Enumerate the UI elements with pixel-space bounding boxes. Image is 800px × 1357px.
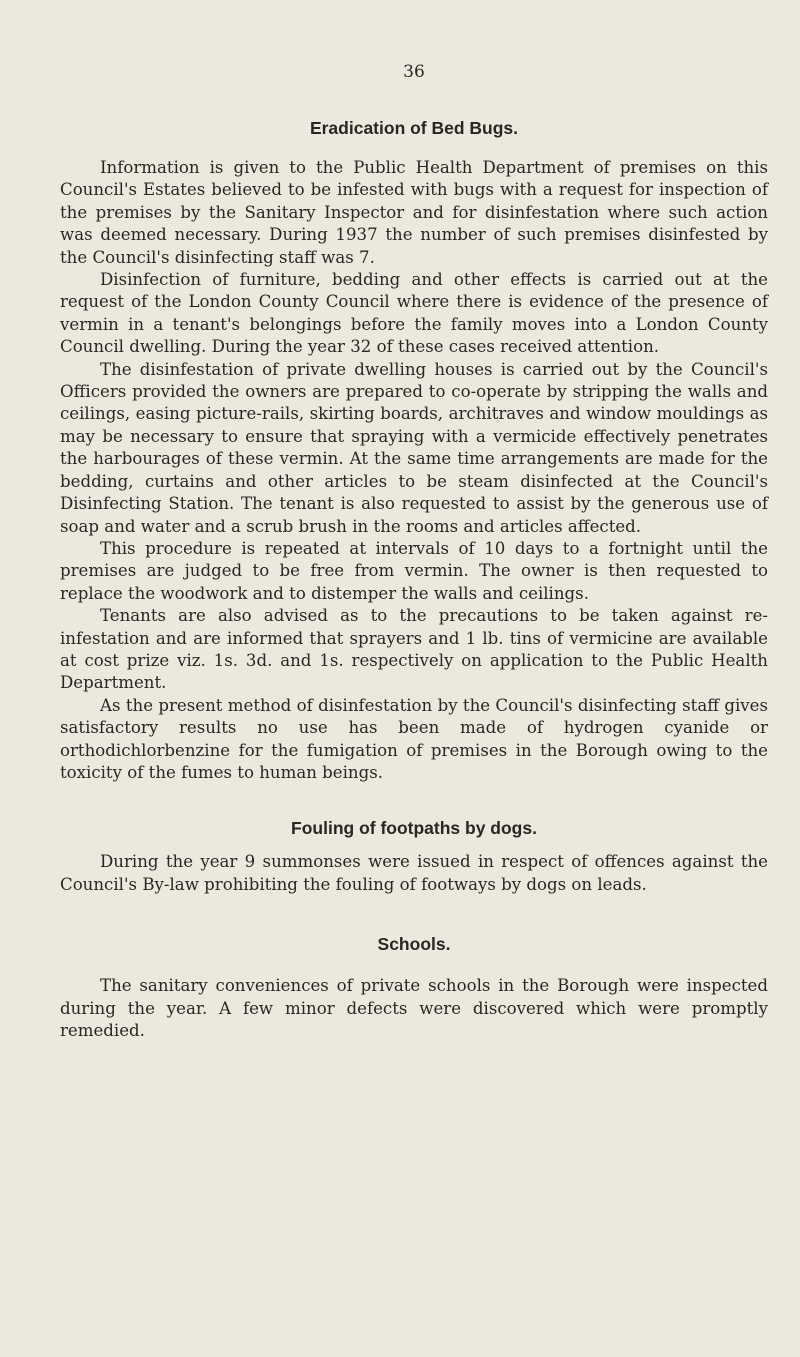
paragraph: Information is given to the Public Health Department of premises on this Council's Estates believed to be infested with bugs with a request for inspection of the premises by the Sanitary Inspector and for disinfestation where such action was deemed necessary. During 1937 the number of such premises disinfested by the Council's disinfecting staff was 7. <box>60 158 768 267</box>
section-heading: Schools. <box>377 934 451 955</box>
paragraph: As the present method of disinfestation by the Council's disinfecting staff gives satisfactory results no use has been made of hydrogen cyanide or orthodichlorbenzine for the fumigation of premises in the Borough owing to the toxicity of the fumes to human beings. <box>60 695 768 782</box>
section-heading: Eradication of Bed Bugs. <box>309 118 519 138</box>
paragraph: Disinfection of furniture, bedding and other effects is carried out at the request of the London County Council where there is evidence of the presence of vermin in a tenant's belongings before the family moves into a London County Council dwelling. During the year 32 of these cases received attention. <box>60 270 768 357</box>
paragraph: During the year 9 summonses were issued in respect of offences against the Council's By-law prohibiting the fouling of footways by dogs on leads. <box>60 852 768 894</box>
section-schools <box>60 934 768 1042</box>
section-fouling-footpaths <box>60 818 768 896</box>
section-bed-bugs <box>60 118 768 784</box>
section-spacer <box>60 784 768 818</box>
paragraph: This procedure is repeated at intervals of 10 days to a fortnight until the premises are judged to be free from vermin. The owner is then requested to replace the woodwork and to distemper the walls and ceilings. <box>60 538 768 603</box>
section-spacer <box>60 896 768 934</box>
section-heading: Fouling of footpaths by dogs. <box>291 818 537 839</box>
paragraph: The sanitary conveniences of private schools in the Borough were inspected during the year. A few minor defects were discovered which were promptly remedied. <box>60 976 768 1040</box>
paragraph: The disinfestation of private dwelling houses is carried out by the Council's Officers provided the owners are prepared to co-operate by stripping the walls and ceilings, easing picture-rails, skirting boards, architraves and window mouldings as may be necessary to ensure that spraying with a vermicide effectively penetrates the harbourages of these vermin. At the same time arrangements are made for the bedding, curtains and other articles to be steam disinfected at the Council's Disinfecting Station. The tenant is also requested to assist by the generous use of soap and water and a scrub brush in the rooms and articles affected. <box>60 359 768 536</box>
page-number: 36 <box>403 62 425 82</box>
paragraph: Tenants are also advised as to the precautions to be taken against re-infestation and are informed that sprayers and 1 lb. tins of vermicine are available at cost prize viz. 1s. 3d. and 1s. respectively on application to the Public Health Department. <box>60 606 768 693</box>
document-page <box>60 62 768 1042</box>
